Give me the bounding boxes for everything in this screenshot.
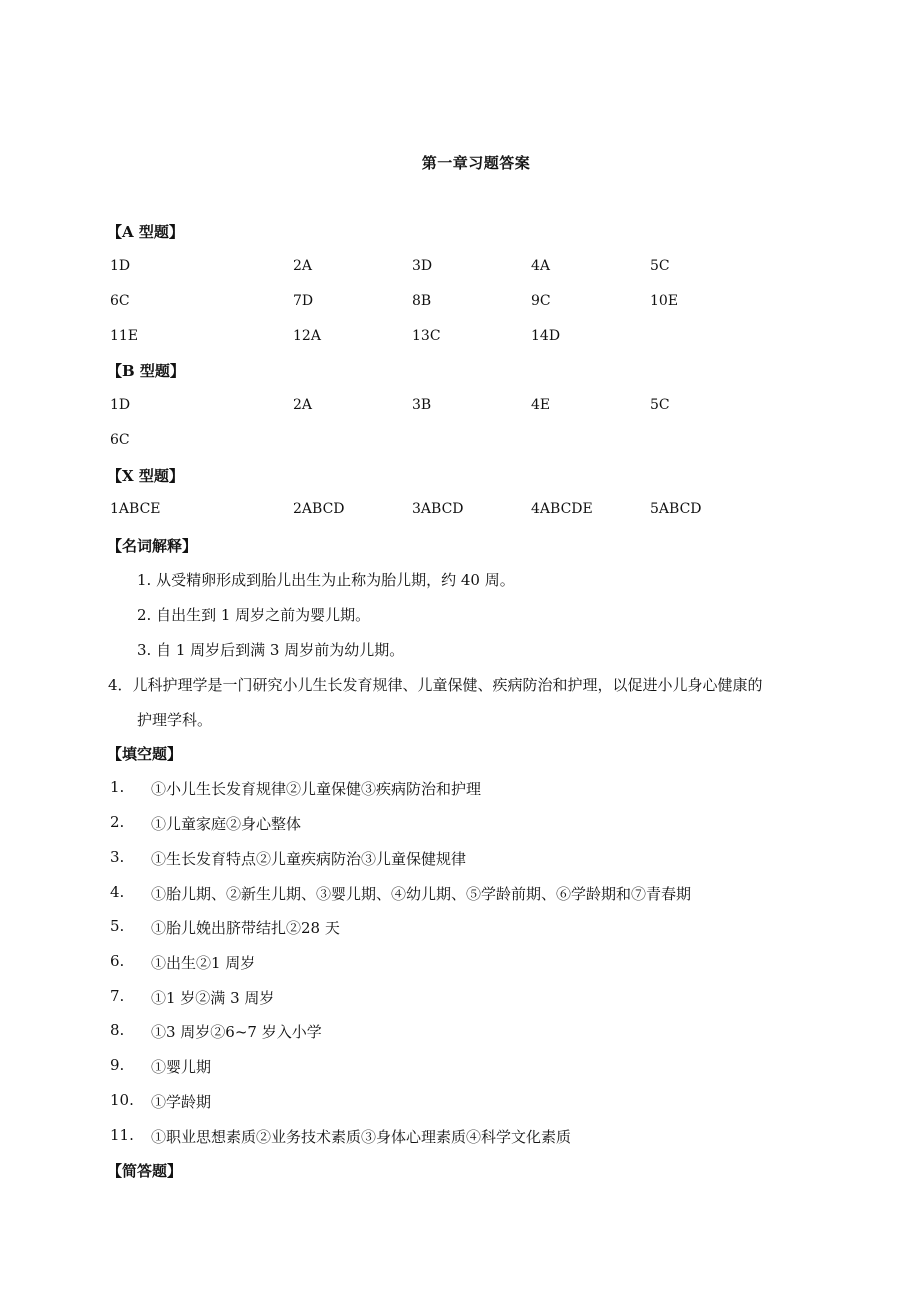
fill-answer: ①胎儿期、②新生儿期、③婴儿期、④幼儿期、⑤学龄前期、⑥学龄期和⑦青春期: [151, 885, 692, 903]
answer-cell: 3B: [412, 397, 432, 413]
b-type-row: [0, 432, 920, 452]
answer-cell: 1D: [110, 397, 131, 413]
fill-heading: 【填空题】: [107, 745, 183, 763]
fill-answer: ①小儿生长发育规律②儿童保健③疾病防治和护理: [151, 780, 482, 798]
fill-number: 4.: [110, 883, 125, 901]
answer-cell: 2A: [293, 258, 313, 274]
fill-answer: ①儿童家庭②身心整体: [151, 815, 302, 833]
a-type-row: [0, 328, 920, 348]
short-answer-heading: 【简答题】: [107, 1162, 183, 1180]
answer-cell: 9C: [531, 293, 551, 309]
fill-answer: ①生长发育特点②儿童疾病防治③儿童保健规律: [151, 850, 467, 868]
answer-cell: 2ABCD: [293, 501, 345, 517]
x-type-row: [0, 501, 920, 521]
fill-number: 10.: [110, 1091, 134, 1109]
answer-cell: 3ABCD: [412, 501, 464, 517]
fill-number: 1.: [110, 778, 125, 796]
answer-cell: 4A: [531, 258, 551, 274]
answer-cell: 4E: [531, 397, 551, 413]
answer-cell: 14D: [531, 328, 561, 344]
term-item-continuation: 护理学科。: [137, 711, 213, 729]
answer-cell: 1ABCE: [110, 501, 161, 517]
answer-cell: 5C: [650, 397, 670, 413]
answer-cell: 7D: [293, 293, 314, 309]
answer-cell: 3D: [412, 258, 433, 274]
term-item: 2. 自出生到 1 周岁之前为婴儿期。: [137, 606, 371, 624]
fill-number: 3.: [110, 848, 125, 866]
fill-answer: ①婴儿期: [151, 1058, 212, 1076]
fill-number: 11.: [110, 1126, 134, 1144]
answer-cell: 6C: [110, 432, 130, 448]
fill-number: 6.: [110, 952, 125, 970]
terms-heading: 【名词解释】: [107, 537, 198, 555]
fill-answer: ①3 周岁②6~7 岁入小学: [151, 1023, 322, 1041]
fill-number: 7.: [110, 987, 125, 1005]
x-type-heading: 【X 型题】: [107, 467, 184, 485]
fill-answer: ①学龄期: [151, 1093, 212, 1111]
answer-cell: 5C: [650, 258, 670, 274]
answer-cell: 4ABCDE: [531, 501, 593, 517]
b-type-row: [0, 397, 920, 417]
a-type-heading: 【A 型题】: [107, 223, 184, 241]
fill-number: 2.: [110, 813, 125, 831]
answer-cell: 12A: [293, 328, 321, 344]
answer-cell: 10E: [650, 293, 679, 309]
answer-cell: 6C: [110, 293, 130, 309]
answer-cell: 8B: [412, 293, 432, 309]
a-type-row: [0, 293, 920, 313]
term-item: 3. 自 1 周岁后到满 3 周岁前为幼儿期。: [137, 641, 405, 659]
b-type-heading: 【B 型题】: [107, 362, 185, 380]
page-title: 第一章习题答案: [421, 154, 531, 172]
fill-answer: ①职业思想素质②业务技术素质③身体心理素质④科学文化素质: [151, 1128, 572, 1146]
answer-cell: 1D: [110, 258, 131, 274]
term-item: 4．儿科护理学是一门研究小儿生长发育规律、儿童保健、疾病防治和护理，以促进小儿身心健康的: [108, 676, 763, 694]
answer-cell: 2A: [293, 397, 313, 413]
answer-cell: 5ABCD: [650, 501, 702, 517]
fill-number: 5.: [110, 917, 125, 935]
term-item: 1. 从受精卵形成到胎儿出生为止称为胎儿期，约 40 周。: [137, 571, 515, 589]
fill-number: 9.: [110, 1056, 125, 1074]
fill-answer: ①胎儿娩出脐带结扎②28 天: [151, 919, 340, 937]
fill-answer: ①1 岁②满 3 周岁: [151, 989, 275, 1007]
answer-cell: 13C: [412, 328, 441, 344]
a-type-row: [0, 258, 920, 278]
fill-number: 8.: [110, 1021, 125, 1039]
fill-answer: ①出生②1 周岁: [151, 954, 256, 972]
answer-cell: 11E: [110, 328, 139, 344]
